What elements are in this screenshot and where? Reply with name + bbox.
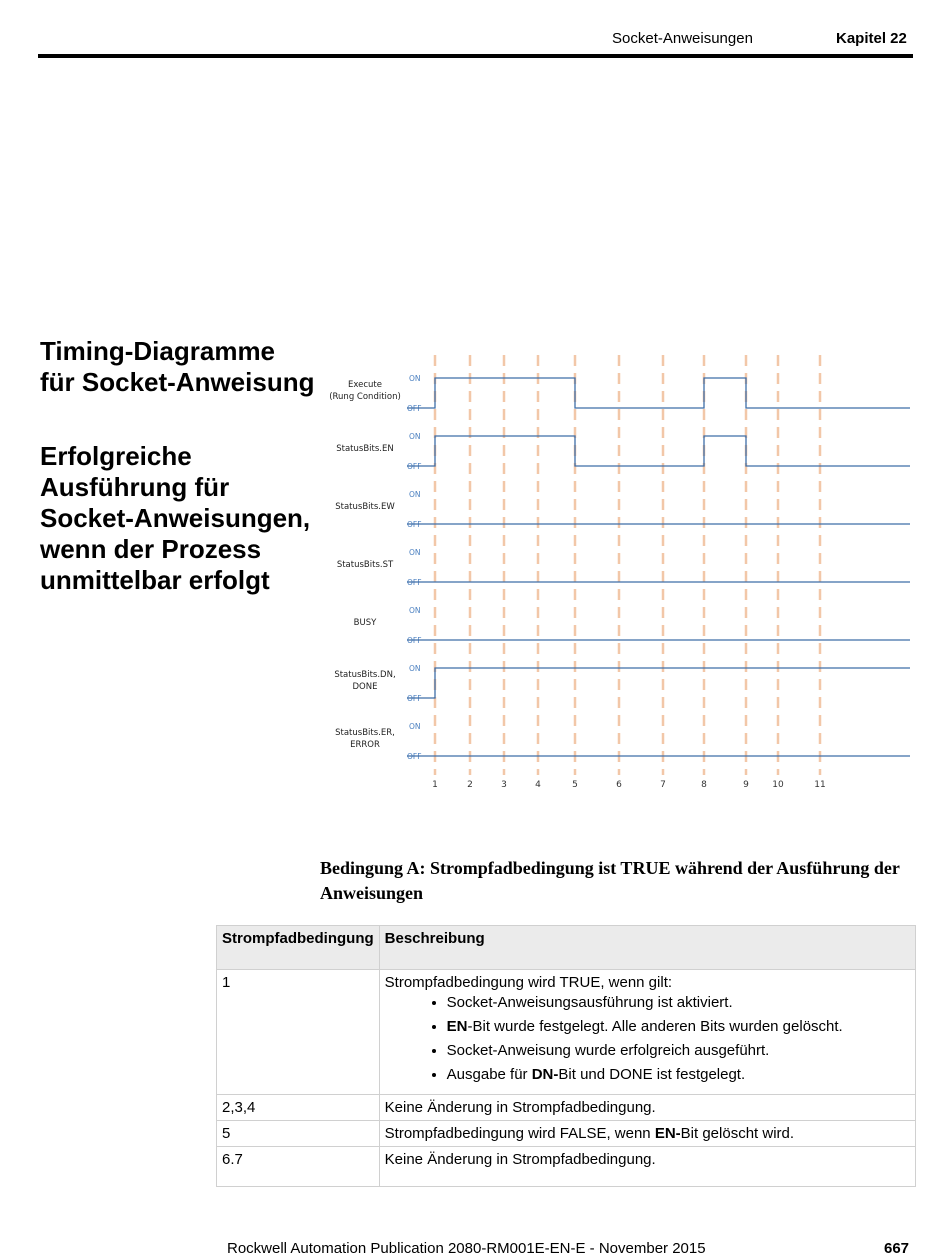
x-tick-label: 9 (743, 780, 749, 790)
off-level-label: OFF (407, 636, 422, 645)
bit-name: EN- (654, 1125, 681, 1142)
list-item-text: Bit und DONE ist festgelegt. (558, 1066, 746, 1083)
row-id: 2,3,4 (217, 1095, 380, 1121)
signal-name-label: StatusBits.EW (335, 502, 395, 512)
timing-diagram (325, 350, 915, 795)
list-item-text: Socket-Anweisung wurde erfolgreich ausgeführt. (446, 1042, 770, 1059)
x-tick-label: 11 (814, 780, 826, 790)
x-tick-label: 4 (535, 780, 541, 790)
x-tick-label: 10 (772, 780, 784, 790)
list-item (447, 1066, 910, 1084)
list-item-text: Ausgabe für (446, 1066, 532, 1083)
signal-name-label: DONE (352, 682, 378, 692)
row-description: Keine Änderung in Strompfadbedingung. (379, 1147, 915, 1187)
on-level-label: ON (409, 432, 421, 441)
row-description-text: Strompfadbedingung wird FALSE, wenn (384, 1125, 655, 1142)
row-description (379, 1121, 915, 1147)
signal-name-label: StatusBits.DN, (334, 670, 396, 680)
x-tick-label: 3 (501, 780, 507, 790)
on-level-label: ON (409, 606, 421, 615)
on-level-label: ON (409, 664, 421, 673)
row-id: 1 (217, 970, 380, 1095)
list-item-text: -Bit wurde festgelegt. Alle anderen Bits wurden gelöscht. (467, 1018, 843, 1035)
section-heading: Timing-Diagramme für Socket-Anweisung (40, 336, 315, 397)
running-header-chapter: Kapitel 22 (836, 30, 907, 47)
off-level-label: OFF (407, 694, 422, 703)
off-level-label: OFF (407, 752, 422, 761)
on-level-label: ON (409, 548, 421, 557)
bit-name: EN (446, 1018, 468, 1035)
subsection-heading: Erfolgreiche Ausführung für Socket-Anweisungen, wenn der Prozess unmittelbar erfolgt (40, 441, 311, 595)
off-level-label: OFF (407, 578, 422, 587)
signal-name-label: Execute (348, 380, 382, 390)
x-tick-label: 8 (701, 780, 707, 790)
condition-table (216, 925, 916, 1187)
x-tick-label: 5 (572, 780, 578, 790)
column-header-description: Beschreibung (379, 926, 915, 970)
row-id: 6.7 (217, 1147, 380, 1187)
x-tick-label: 6 (616, 780, 622, 790)
signal-name-label: (Rung Condition) (329, 392, 401, 402)
signal-waveform (407, 378, 910, 408)
signal-waveform (407, 668, 910, 698)
row-description: Keine Änderung in Strompfadbedingung. (379, 1095, 915, 1121)
x-tick-label: 2 (467, 780, 473, 790)
bit-name: DN- (531, 1066, 559, 1083)
page-number: 667 (884, 1240, 910, 1257)
condition-title: Bedingung A: Strompfadbedingung ist TRUE während der Ausführung der Anweisungen (320, 858, 900, 903)
table-header-row (217, 926, 916, 970)
row-description-text: Bit gelöscht wird. (680, 1125, 795, 1142)
table-row (217, 1121, 916, 1147)
on-level-label: ON (409, 374, 421, 383)
off-level-label: OFF (407, 404, 422, 413)
x-tick-label: 1 (432, 780, 438, 790)
off-level-label: OFF (407, 462, 422, 471)
table-row (217, 970, 916, 1095)
signal-name-label: StatusBits.EN (336, 444, 394, 454)
row-description-text: Strompfadbedingung wird TRUE, wenn gilt: (384, 974, 673, 991)
on-level-label: ON (409, 490, 421, 499)
signal-waveform (407, 436, 910, 466)
running-header-section: Socket-Anweisungen (612, 30, 753, 47)
list-item (447, 1018, 910, 1036)
signal-name-label: StatusBits.ER, (335, 728, 395, 738)
row-description (379, 970, 915, 1095)
off-level-label: OFF (407, 520, 422, 529)
on-level-label: ON (409, 722, 421, 731)
header-rule (38, 54, 913, 58)
table-row (217, 1095, 916, 1121)
list-item (447, 1042, 910, 1060)
table-row (217, 1147, 916, 1187)
signal-name-label: BUSY (353, 618, 377, 628)
list-item (447, 994, 910, 1012)
column-header-rung-condition: Strompfadbedingung (217, 926, 380, 970)
x-tick-label: 7 (660, 780, 666, 790)
row-id: 5 (217, 1121, 380, 1147)
footer-publication: Rockwell Automation Publication 2080-RM001E-EN-E - November 2015 (227, 1240, 706, 1257)
signal-name-label: ERROR (350, 740, 380, 750)
signal-name-label: StatusBits.ST (336, 560, 394, 570)
list-item-text: Socket-Anweisungsausführung ist aktiviert. (446, 994, 733, 1011)
bullet-list (385, 994, 910, 1084)
